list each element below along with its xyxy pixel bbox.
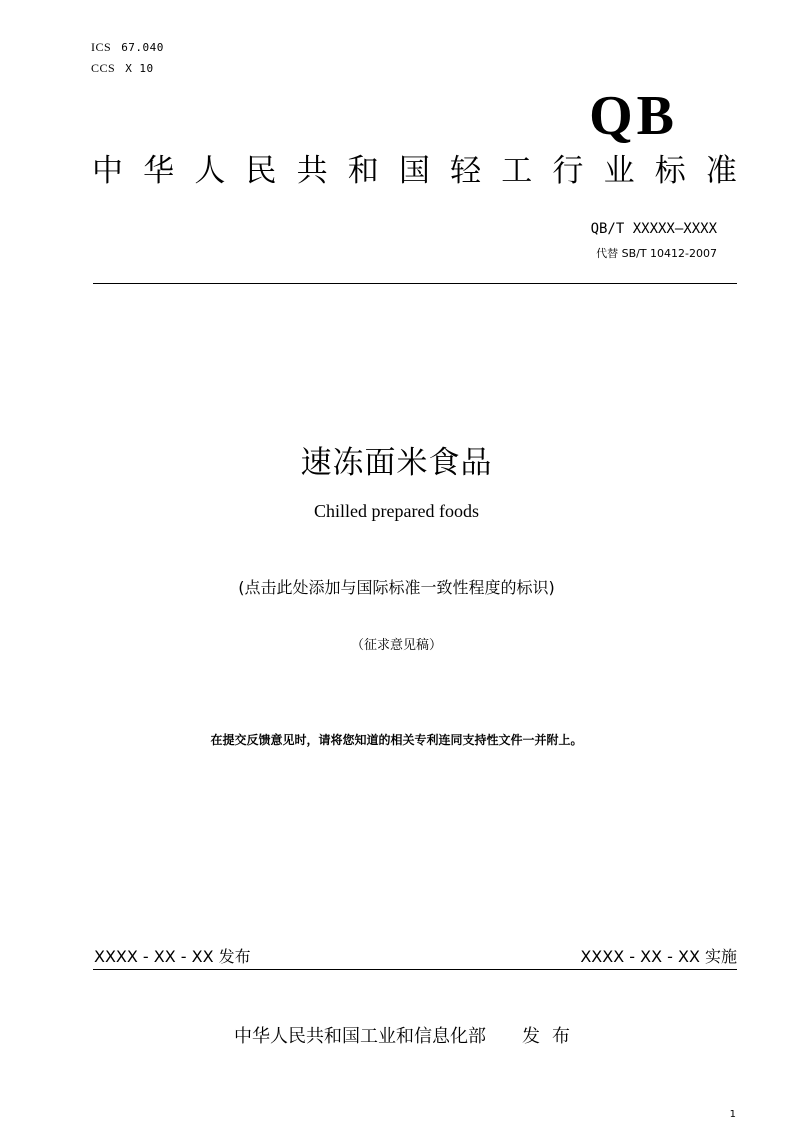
header-divider bbox=[93, 283, 737, 284]
standard-title-char: 准 bbox=[705, 153, 737, 189]
standard-title-char: 工 bbox=[501, 153, 533, 189]
standard-title-char: 行 bbox=[552, 153, 584, 189]
ics-code bbox=[91, 40, 164, 55]
implementation-date: XXXX - XX - XX 实施 bbox=[580, 947, 737, 966]
qb-logo: QB bbox=[589, 85, 678, 147]
standard-title-char: 标 bbox=[654, 153, 686, 189]
standard-number: QB/T XXXXX—XXXX bbox=[590, 221, 717, 237]
replaces-standard: 代替 SB/T 10412-2007 bbox=[596, 247, 717, 260]
standard-title-char: 中 bbox=[92, 153, 123, 189]
page-number: 1 bbox=[729, 1109, 736, 1120]
standard-title-char: 人 bbox=[194, 153, 226, 189]
standard-title-char: 轻 bbox=[450, 153, 482, 189]
issuer-name: 中华人民共和国工业和信息化部 bbox=[234, 1026, 486, 1047]
document-title-en: Chilled prepared foods bbox=[314, 501, 479, 521]
footer-divider bbox=[93, 969, 737, 970]
draft-status: （征求意见稿） bbox=[350, 638, 442, 653]
document-title-cn: 速冻面米食品 bbox=[300, 445, 493, 481]
standard-title-char: 共 bbox=[296, 153, 328, 189]
standard-title-char: 和 bbox=[347, 153, 379, 189]
issuer-line bbox=[234, 1022, 582, 1048]
standard-title-char: 民 bbox=[245, 153, 277, 189]
issuer-verb: 发布 bbox=[522, 1026, 582, 1047]
ccs-code bbox=[91, 61, 154, 76]
ccs-value: X 10 bbox=[125, 62, 154, 75]
ccs-label: CCS bbox=[91, 61, 116, 75]
standard-title-char: 华 bbox=[143, 153, 175, 189]
issue-date: XXXX - XX - XX 发布 bbox=[94, 947, 251, 966]
consistency-placeholder[interactable]: (点击此处添加与国际标准一致性程度的标识) bbox=[238, 578, 555, 597]
standard-title bbox=[92, 153, 737, 189]
standard-title-char: 国 bbox=[398, 153, 430, 189]
ics-label: ICS bbox=[91, 40, 112, 54]
ics-value: 67.040 bbox=[121, 41, 164, 54]
patent-notice: 在提交反馈意见时，请将您知道的相关专利连同支持性文件一并附上。 bbox=[210, 733, 583, 747]
standard-title-char: 业 bbox=[603, 153, 635, 189]
